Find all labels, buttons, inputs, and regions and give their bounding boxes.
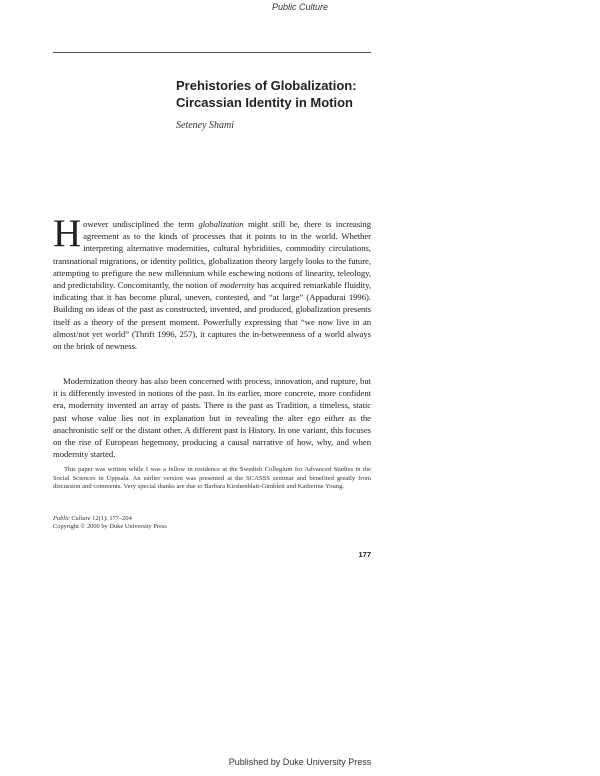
citation-journal: Public Culture <box>53 515 91 522</box>
p1-text-b: might still be, there is increasing agreement as to the kinds of processes that it points to in the world. Whether interpreting alternative modernities, cultural hybridities, commodity circulations, transnational migrations, or identity politics, globalization theory largely looks to the future, attempting to prefigure the new millennium while eschewing notions of linearity, teleology, and predictability. Concomitantly, the notion of <box>53 219 371 291</box>
p1-emphasis-globalization: globalization <box>198 219 244 229</box>
citation-line-1 <box>53 515 167 523</box>
p1-text-a: owever undisciplined the term <box>83 219 199 229</box>
running-header-journal: Public Culture <box>271 2 329 12</box>
footnote-text: This paper was written while I was a fellow in residence at the Swedish Collegium for Advanced Studies in the Social Sciences in Uppsala. An earlier version was presented at the SCASSS seminar and benefited greatly from discussion and comments. Very special thanks are due to Barbara Kirshenblatt-Gimblett and Katherine Young. <box>53 466 371 491</box>
body-paragraph-1 <box>53 212 371 352</box>
p1-emphasis-modernity: modernity <box>219 280 255 291</box>
p1-text-c: has acquired remarkable fluidity, indicating that it has become plural, uneven, contested, and “at large” (Appadurai 1996). Building on ideas of the past as constructed, invented, and produced, globalization presents itself as a theory of the present moment. Powerfully expressing that “we now live in an almost/not yet world” (Thrift 1996, 257), it captures the in-betweenness of a world always on the brink of newness. <box>53 280 371 352</box>
journal-citation <box>53 515 167 532</box>
header-rule <box>53 52 371 53</box>
drop-cap: H <box>53 212 82 255</box>
publisher-footer: Published by Duke University Press <box>228 757 372 767</box>
page-number: 177 <box>358 550 371 559</box>
title-line-2: Circassian Identity in Motion <box>176 95 353 110</box>
article-title <box>176 77 376 111</box>
citation-copyright: Copyright © 2000 by Duke University Press <box>53 523 167 531</box>
body-paragraph-2: Modernization theory has also been concerned with process, innovation, and rupture, but it is differently invested in notions of the past. In its earlier, more concrete, more confident era, modernity invented an array of pasts. There is the past as Tradition, a timeless, static past whose value lies not in explanation but in revealing the alter ego either as the anachronistic self or the distant other. A different past is History. In one variant, this focuses on the rise of European hegemony, producing a causal narrative of how, why, and when modernity started. <box>53 376 371 460</box>
title-line-1: Prehistories of Globalization: <box>176 78 357 93</box>
footnote <box>53 466 371 492</box>
citation-volume-pages: 12(1): 177–204 <box>90 515 132 522</box>
author-name: Seteney Shami <box>176 120 235 131</box>
